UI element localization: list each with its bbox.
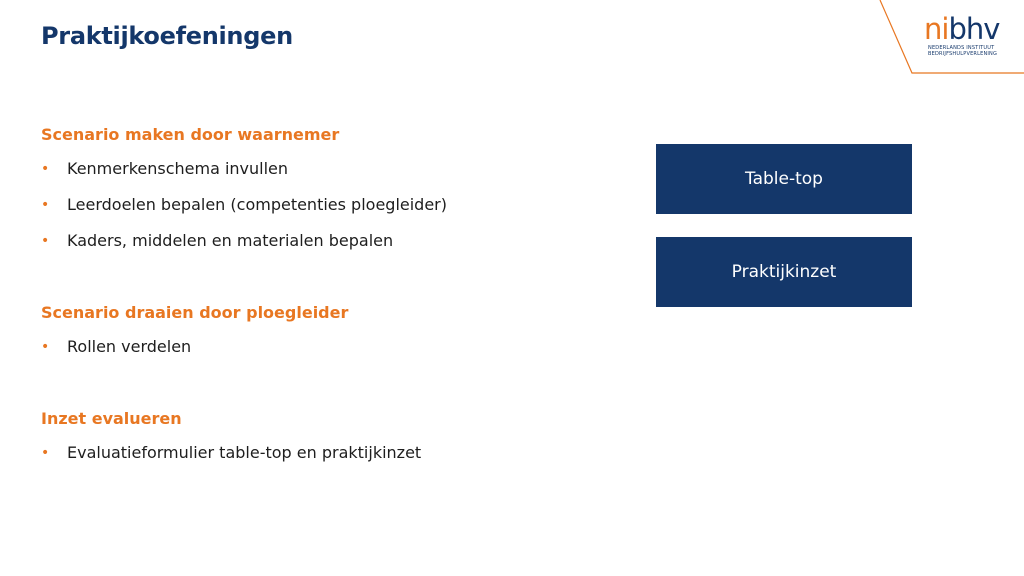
table-top-button[interactable]: Table-top <box>656 144 912 214</box>
page-title: Praktijkoefeningen <box>41 22 293 50</box>
bullet-icon: • <box>41 445 50 461</box>
section-heading: Inzet evalueren <box>41 409 182 428</box>
list-item <box>41 223 447 259</box>
logo-bhv: bhv <box>948 12 1000 46</box>
section-scenario-maken <box>41 124 447 259</box>
section-scenario-draaien <box>41 302 348 365</box>
list-item-text: Rollen verdelen <box>67 337 192 356</box>
logo-subtitle-line-1: NEDERLANDS INSTITUUT <box>928 45 995 51</box>
bullet-icon: • <box>41 197 50 213</box>
bullet-list <box>41 329 348 365</box>
section-heading: Scenario draaien door ploegleider <box>41 303 349 322</box>
list-item <box>41 435 421 471</box>
bullet-icon: • <box>41 339 50 355</box>
logo-ni: ni <box>924 12 949 46</box>
list-item <box>41 329 348 365</box>
section-heading: Scenario maken door waarnemer <box>41 125 340 144</box>
list-item-text: Kenmerkenschema invullen <box>67 159 289 178</box>
list-item-text: Evaluatieformulier table-top en praktijkinzet <box>67 443 422 462</box>
bullet-icon: • <box>41 233 50 249</box>
list-item <box>41 151 447 187</box>
nibhv-logo <box>924 14 1020 60</box>
list-item-text: Kaders, middelen en materialen bepalen <box>67 231 394 250</box>
section-inzet-evalueren <box>41 408 421 471</box>
logo-subtitle-line-2: BEDRIJFSHULPVERLENING <box>928 51 998 57</box>
bullet-icon: • <box>41 161 50 177</box>
list-item-text: Leerdoelen bepalen (competenties ploegleider) <box>67 195 447 214</box>
praktijkinzet-button[interactable]: Praktijkinzet <box>656 237 912 307</box>
logo-wordmark <box>924 14 999 44</box>
list-item <box>41 187 447 223</box>
bullet-list <box>41 435 421 471</box>
bullet-list <box>41 151 447 259</box>
